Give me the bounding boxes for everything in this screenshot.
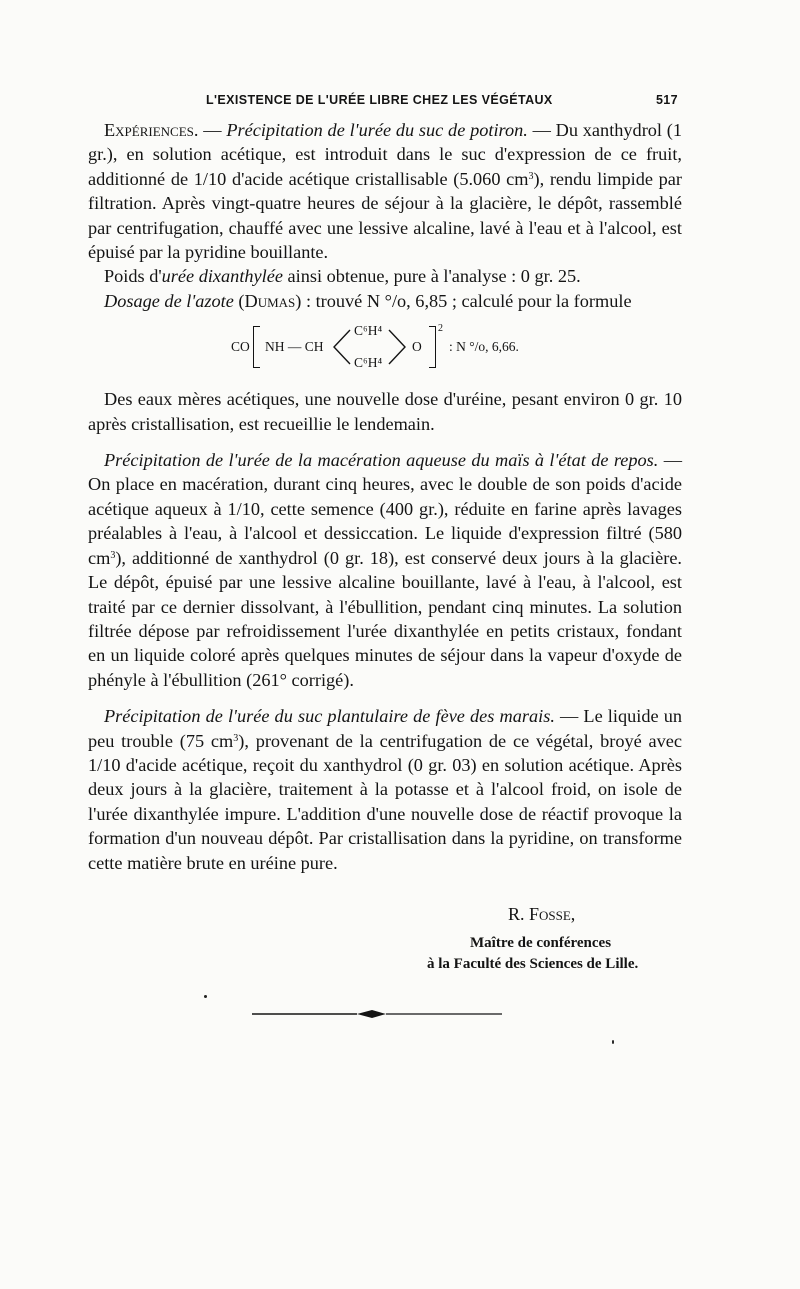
paragraph-text: — Le liquide un peu trouble (75 cm — [88, 706, 682, 751]
dash: — — [198, 120, 227, 140]
right-angle-bond — [385, 327, 409, 367]
author-name: Dumas — [244, 290, 296, 311]
author-title: Maître de conférences — [470, 935, 612, 951]
spacer — [88, 436, 682, 448]
paragraph-title: Précipitation de l'urée de la macération aqueuse du maïs à l'état de repos. — [104, 450, 659, 471]
paragraph-nitrogen — [88, 289, 682, 313]
paragraph-text: ), provenant de la centrifugation de ce végétal, broyé avec 1/10 d'acide acétique, reçoit du xanthydrol (0 gr. 03) en solution acétique. Après deux jours à la glacière, traitement à la potasse et à l'alcool froid, on isole de l'urée dixanthylée impure. L'addition d'une nouvelle dose de réactif provoque la formation d'un nouveau dépôt. Par cristallisation dans la pyridine, on transforme cette matière brute en uréine pure. — [88, 730, 682, 873]
paragraph-text: ) : trouvé N °/o, 6,85 ; calculé pour la formule — [295, 290, 632, 311]
paragraph-feve — [88, 704, 682, 875]
formula-oxygen: O — [412, 339, 422, 355]
paragraph-text: Des eaux mères acétiques, une nouvelle dose d'uréine, pesant environ 0 gr. 10 après cristallisation, est recueillie le lendemain. — [88, 389, 682, 434]
running-head — [88, 90, 682, 112]
fleuron-divider — [252, 1008, 502, 1020]
chemical-formula — [88, 319, 682, 373]
superscript: 3 — [233, 732, 239, 744]
paragraph-mother-liquor — [88, 387, 682, 436]
formula-result: : N °/o, 6,66. — [449, 339, 519, 355]
paragraph-mais — [88, 448, 682, 692]
formula-co: CO — [231, 339, 250, 355]
paragraph-title: Dosage de l'azote — [104, 290, 234, 311]
paragraph-weight — [88, 264, 682, 288]
paragraph-text: Du xanthydrol (1 gr.), en solution acétique, est introduit dans le suc d'expression de ce fruit, additionné de 1/10 d'acide acétique cristallisable (5.060 cm — [88, 120, 683, 189]
left-bracket — [253, 326, 260, 368]
paragraph-text: ), additionné de xanthydrol (0 gr. 18), est conservé deux jours à la glacière. Le dépôt, épuisé par une lessive alcaline bouillante, lavé à l'eau, à l'alcool, est traité par ce dernier dissolvant, à l'ébullition, pendant cinq minutes. La solution filtrée dépose par refroidissement l'urée dixanthylée en petits cristaux, fondant en un liquide coloré après quelques minutes de séjour dans la vapeur d'oxyde de phényle à l'ébullition (261° corrigé). — [88, 547, 682, 690]
paragraph-text: — On place en macération, durant cinq heures, avec le double de son poids d'acide acétique aqueux à 1/10, cette semence (400 gr.), réduite en farine après lavages préalables à l'eau, à l'alcool et dessiccation. Le liquide d'expression filtré (580 cm — [88, 450, 682, 568]
paragraph-text: ainsi obtenue, pure à l'analyse : 0 gr. 25. — [282, 266, 581, 287]
paragraph-title: Précipitation de l'urée du suc de potiron. — [226, 120, 528, 140]
formula-top-group: C⁶H⁴ — [354, 323, 383, 339]
superscript: 3 — [528, 170, 534, 182]
ink-speck — [204, 995, 207, 998]
superscript: 3 — [110, 549, 116, 561]
formula-nh-ch: NH — CH — [265, 339, 324, 355]
italic-term: urée dixanthylée — [161, 266, 283, 287]
running-title: L'EXISTENCE DE L'URÉE LIBRE CHEZ LES VÉGÉTAUX — [206, 93, 553, 107]
ink-speck — [612, 1040, 614, 1044]
formula-exponent: 2 — [438, 323, 443, 335]
right-bracket — [429, 326, 436, 368]
paragraph-title: Précipitation de l'urée du suc plantulaire de fève des marais. — [104, 706, 555, 727]
paragraph-text: ( — [233, 290, 245, 311]
paragraph-text: Poids d' — [104, 266, 162, 287]
paragraph-potiron — [88, 118, 682, 264]
article-body — [88, 118, 682, 875]
spacer — [88, 692, 682, 704]
section-lead: Expériences. — [104, 120, 199, 140]
paragraph-text: ), rendu limpide par filtration. Après vingt-quatre heures de séjour à la glacière, le dépôt, rassemblé par centrifugation, chauffé avec une lessive alcaline, lavé à l'eau et à l'alcool, est épuisé par la pyridine bouillante. — [88, 168, 682, 263]
author-affiliation: à la Faculté des Sciences de Lille. — [427, 956, 639, 972]
dash: — — [527, 120, 556, 140]
page-number: 517 — [655, 93, 678, 107]
author-signature: R. Fosse, — [508, 904, 576, 924]
formula-bottom-group: C⁶H⁴ — [354, 355, 383, 371]
left-angle-bond — [330, 327, 354, 367]
